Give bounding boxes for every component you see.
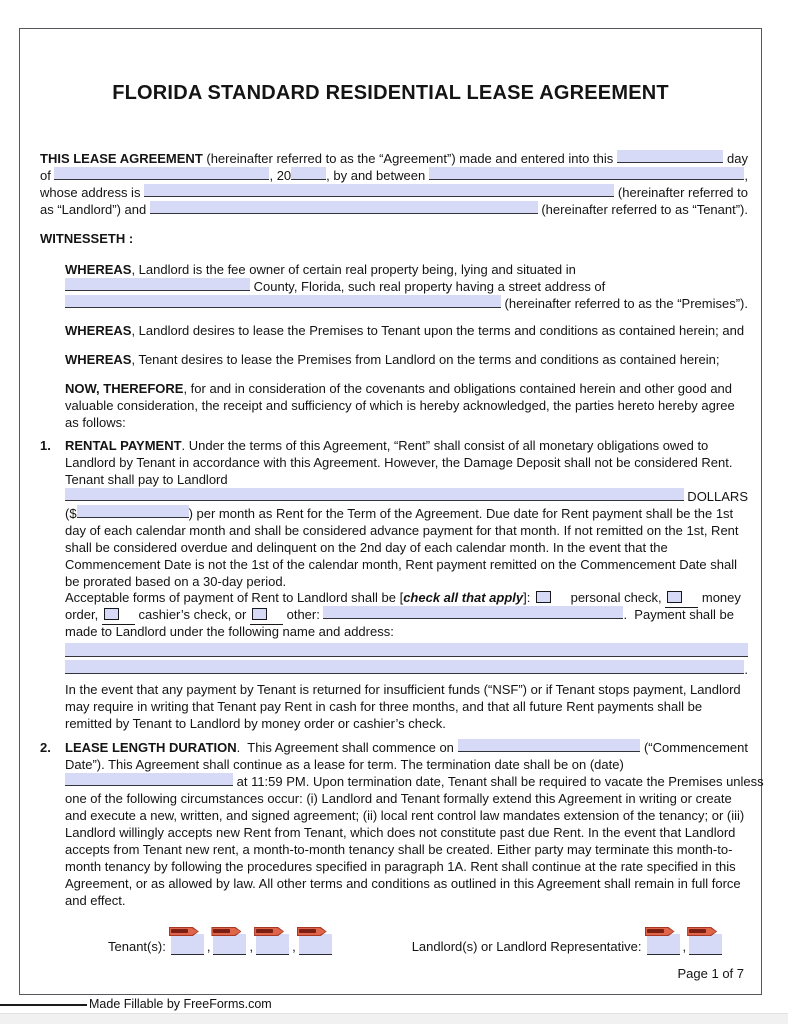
field-month[interactable] <box>54 167 269 180</box>
text-run: , <box>682 939 687 954</box>
text-run: , 20 <box>269 168 292 183</box>
text-run: (“Commencement <box>640 740 748 755</box>
text-run: DOLLARS <box>683 489 748 504</box>
checkbox-icon <box>667 591 682 603</box>
now-therefore-lead: NOW, THEREFORE <box>65 381 184 396</box>
tenant-initials-field-2[interactable] <box>213 934 246 955</box>
whereas-landlord-paragraph <box>65 322 748 339</box>
text-run: , <box>744 168 748 183</box>
text-run: . Payment shall be <box>623 607 735 622</box>
tenant-initials-field-3[interactable] <box>256 934 289 955</box>
section-heading: RENTAL PAYMENT <box>65 438 182 453</box>
text-run: day of each calendar month and shall be considered advance payment for that month. If not remitted on the 1st, Rent shall be considered overdue and delinquent on the 2nd day of each calendar month. In the event that the Commencement Date is not the 1st of the calendar month, Rent payment remitted on the Commencement Date shall be prorated based on a 30-day period. <box>65 523 739 589</box>
text-run: money <box>698 590 741 605</box>
text-run: , for and in consideration of the covenants and obligations contained herein and other good and valuable consideration, the receipt and sufficiency of which is hereby acknowledged, the parties hereto hereby agree as follows: <box>65 381 735 430</box>
text-run: at 11:59 PM. Upon termination date, Tenant shall be required to vacate the Premises unless <box>233 774 764 789</box>
text-run: day <box>723 151 748 166</box>
text-run: order, <box>65 607 102 622</box>
intro-lead: THIS LEASE AGREEMENT <box>40 151 203 166</box>
field-payee-name-address-line2[interactable] <box>65 660 744 674</box>
field-landlord-address[interactable] <box>144 184 614 197</box>
field-year[interactable] <box>291 167 326 180</box>
text-run: personal check, <box>566 590 666 605</box>
field-payee-name-address-line1[interactable] <box>65 643 748 657</box>
tenants-label: Tenant(s): <box>108 939 166 954</box>
text-run: , Landlord desires to lease the Premises to Tenant upon the terms and conditions as contained herein; and <box>131 323 745 338</box>
text-run: (hereinafter referred to as the “Agreement”) made and entered into this <box>202 151 617 166</box>
checkbox-icon <box>536 591 551 603</box>
text-run: whose address is <box>40 185 145 200</box>
text-run: County, Florida, such real property having a street address of <box>250 279 606 294</box>
intro-paragraph <box>40 150 748 218</box>
page-title: FLORIDA STANDARD RESIDENTIAL LEASE AGREEMENT <box>112 82 669 104</box>
text-run: , Landlord is the fee owner of certain real property being, lying and situated in <box>131 262 576 277</box>
text-run: ]: <box>523 590 534 605</box>
field-termination-date[interactable] <box>65 773 233 786</box>
text-run: , <box>292 939 296 954</box>
viewer-background <box>0 1013 788 1024</box>
field-tenant-name[interactable] <box>150 201 538 214</box>
text-run: cashier’s check, or <box>134 607 250 622</box>
whereas-owner-paragraph <box>65 261 748 312</box>
text-run: one of the following circumstances occur: (i) Landlord and Tenant formally extend this Agreement in writing or create and execute a new, written, and signed agreement; (ii) local rent control law mandates extension of the tenancy; or (iii) Landlord willingly accepts new Rent from Tenant, which does not constitute past due Rent. In the event that Landlord accepts from Tenant new rent, a month-to-month tenancy shall be created. Either party may terminate this month-to-month tenancy by following the procedures specified in paragraph 1A. Rent shall continue at the rate specified in this Agreement, or as allowed by law. All other terms and conditions as outlined in this Agreement shall remain in full force and effect. <box>65 791 745 908</box>
text-run: ) per month as Rent for the Term of the Agreement. Due date for Rent payment shall be the 1st <box>188 506 734 521</box>
now-therefore-paragraph <box>65 380 748 431</box>
payment-forms-paragraph <box>65 589 748 678</box>
section-number: 1. <box>40 438 51 453</box>
checkbox-icon <box>104 608 119 620</box>
text-run: , Tenant desires to lease the Premises from Landlord on the terms and conditions as contained herein; <box>131 352 720 367</box>
landlord-initials-field-1[interactable] <box>647 934 680 955</box>
text-run: , <box>249 939 254 954</box>
page-edge-line <box>0 1004 87 1006</box>
text-run: , by and between <box>326 168 429 183</box>
section-lease-length <box>40 739 764 909</box>
text-run: (hereinafter referred to as “Tenant”). <box>537 202 748 217</box>
field-commencement-date[interactable] <box>458 739 641 752</box>
section-heading: LEASE LENGTH DURATION <box>65 740 237 755</box>
initial-here-flag <box>645 927 675 936</box>
nsf-paragraph: In the event that any payment by Tenant is returned for insufficient funds (“NSF”) or if Tenant stops payment, Landlord may require in writing that Tenant pay Rent in cash for three months, and that all future Rent payments shall be remitted by Tenant to Landlord by money order or cashier’s check. <box>65 682 741 731</box>
text-run: of <box>40 168 55 183</box>
whereas-lead: WHEREAS <box>65 352 132 367</box>
initial-here-flag <box>254 927 284 936</box>
footer-credit: Made Fillable by FreeForms.com <box>89 997 272 1011</box>
text-run: as “Landlord”) and <box>40 202 150 217</box>
page-number: Page 1 of 7 <box>677 966 744 981</box>
initial-here-flag <box>211 927 241 936</box>
section-rental-payment <box>40 437 748 590</box>
field-street-address[interactable] <box>65 295 501 308</box>
landlord-initials-field-2[interactable] <box>689 934 722 955</box>
tenant-initials-field-1[interactable] <box>171 934 204 955</box>
checkbox-icon <box>252 608 267 620</box>
initial-here-flag <box>297 927 327 936</box>
witnesseth-heading: WITNESSETH : <box>40 231 134 246</box>
text-run: (hereinafter referred to as the “Premises”). <box>500 296 748 311</box>
text-run: other: <box>282 607 324 622</box>
tenant-initials-field-4[interactable] <box>299 934 332 955</box>
whereas-lead: WHEREAS <box>65 262 132 277</box>
field-landlord-name[interactable] <box>429 167 745 180</box>
text-run: , <box>206 939 211 954</box>
text-run: made to Landlord under the following name and address: <box>65 624 394 639</box>
text-run: (hereinafter referred to <box>614 185 748 200</box>
text-run: . <box>744 662 748 677</box>
whereas-lead: WHEREAS <box>65 323 132 338</box>
check-all-note: check all that apply <box>403 590 524 605</box>
field-other-payment[interactable] <box>323 606 623 619</box>
field-rent-amount-numeric[interactable] <box>77 505 189 518</box>
landlord-label: Landlord(s) or Landlord Representative: <box>411 939 642 954</box>
text-run: . This Agreement shall commence on <box>236 740 458 755</box>
text-run: Date”). This Agreement shall continue as a lease for term. The termination date shall be on (date) <box>65 757 624 772</box>
text-run: . Under the terms of this Agreement, “Rent” shall consist of all monetary obligations owed to Landlord by Tenant in accordance with this Agreement. However, the Damage Deposit shall not be considered Rent. Tenant shall pay to Landlord <box>65 438 733 487</box>
whereas-tenant-paragraph <box>65 351 748 368</box>
initial-here-flag <box>687 927 717 936</box>
initials-row <box>108 927 758 955</box>
document-page <box>19 28 762 995</box>
field-day[interactable] <box>617 150 724 163</box>
section-number: 2. <box>40 740 51 755</box>
initial-here-flag <box>169 927 199 936</box>
field-rent-amount-words[interactable] <box>65 488 684 501</box>
text-run: Acceptable forms of payment of Rent to Landlord shall be [ <box>65 590 404 605</box>
field-county[interactable] <box>65 278 250 291</box>
text-run: ($ <box>65 506 77 521</box>
